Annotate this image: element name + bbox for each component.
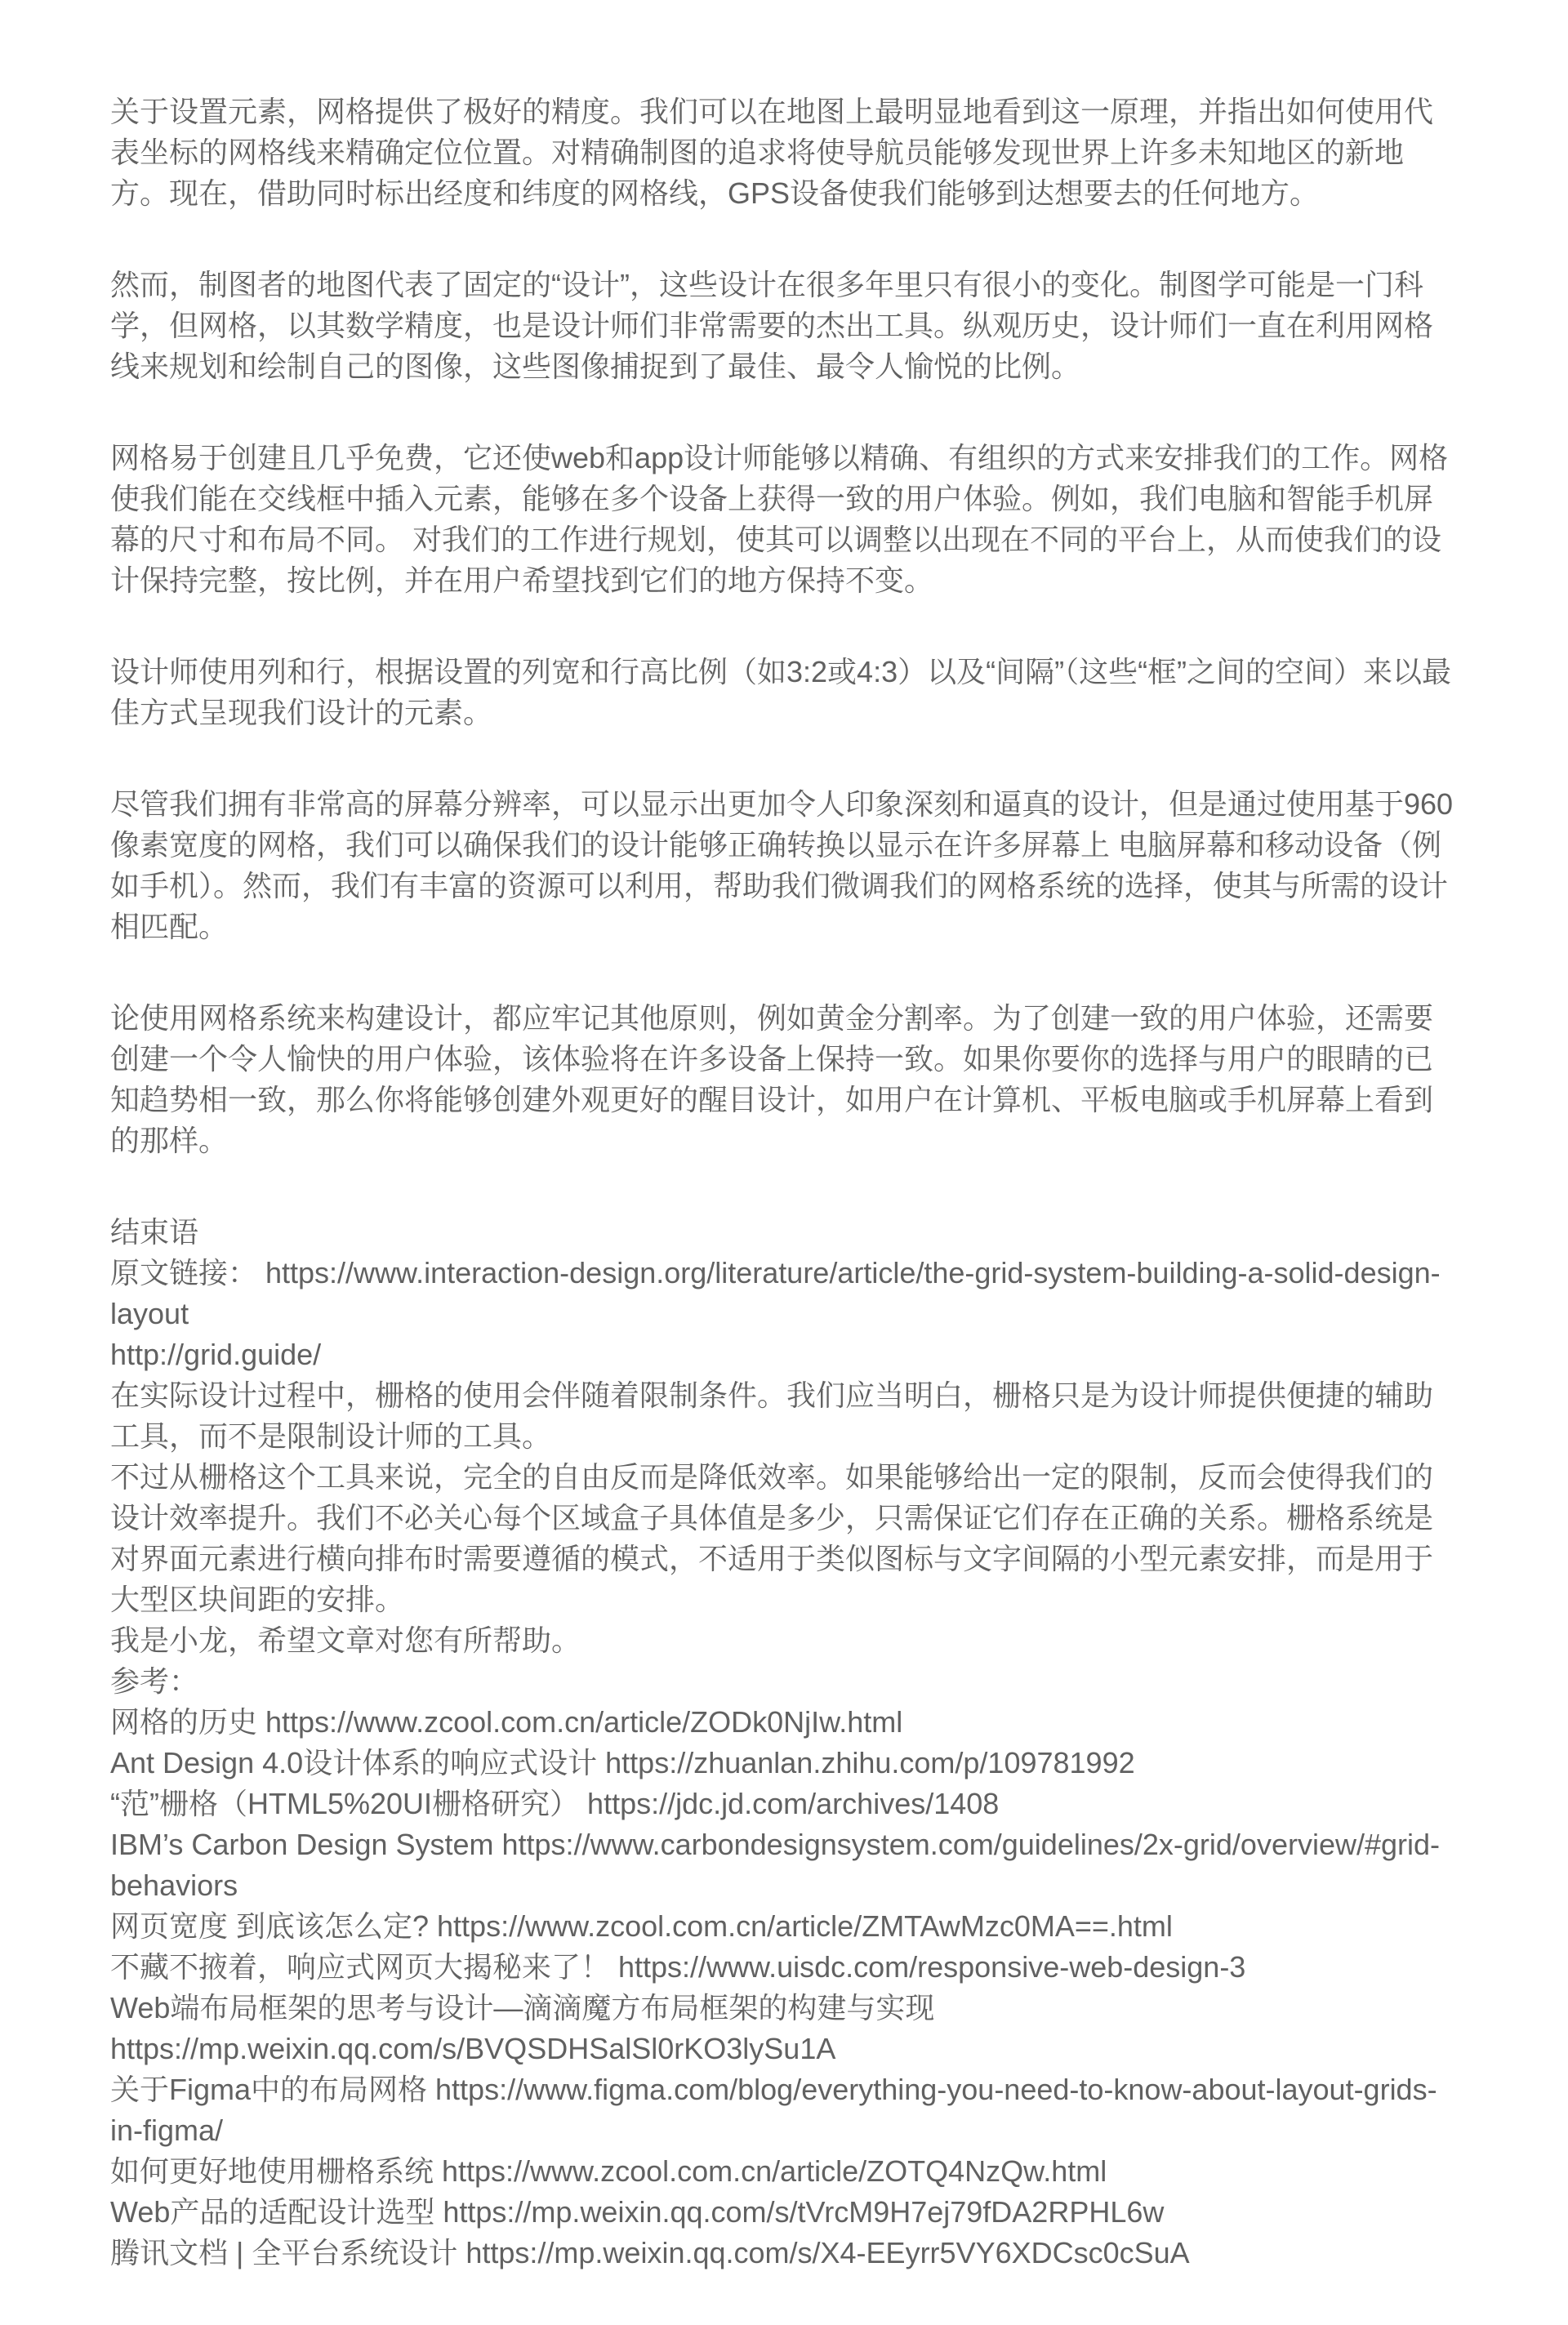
- closing-note-line-1: 在实际设计过程中，栅格的使用会伴随着限制条件。我们应当明白，栅格只是为设计师提供便捷的辅助工具，而不是限制设计师的工具。: [110, 1379, 1434, 1453]
- reference-item-2: Ant Design 4.0设计体系的响应式设计 https://zhuanlan.zhihu.com/p/109781992: [110, 1746, 1135, 1779]
- reference-item-8: 关于Figma中的布局网格 https://www.figma.com/blog/everything-you-need-to-know-about-layout-grids-in-figma/: [110, 2073, 1437, 2147]
- reference-item-10: Web产品的适配设计选型 https://mp.weixin.qq.com/s/tVrcM9H7ej79fDA2RPHL6w: [110, 2195, 1165, 2229]
- reference-item-1: 网格的历史 https://www.zcool.com.cn/article/ZODk0NjIw.html: [110, 1705, 903, 1739]
- reference-item-11: 腾讯文档 | 全平台系统设计 https://mp.weixin.qq.com/s/X4-EEyrr5VY6XDCsc0cSuA: [110, 2236, 1190, 2269]
- body-paragraph-2: 然而，制图者的地图代表了固定的“设计”，这些设计在很多年里只有很小的变化。制图学可能是一门科学，但网格，以其数学精度，也是设计师们非常需要的杰出工具。纵观历史，设计师们一直在利用网格线来规划和绘制自己的图像，这些图像捕捉到了最佳、最令人愉悦的比例。: [110, 268, 1434, 383]
- reference-item-6: 不藏不掖着，响应式网页大揭秘来了！ https://www.uisdc.com/responsive-web-design-3: [110, 1950, 1246, 1984]
- body-paragraph-5: 尽管我们拥有非常高的屏幕分辨率，可以显示出更加令人印象深刻和逼真的设计，但是通过使用基于960像素宽度的网格，我们可以确保我们的设计能够正确转换以显示在许多屏幕上 电脑屏幕和移动设备（例如手机）。然而，我们有丰富的资源可以利用，帮助我们微调我们的网格系统的选择，使其与所需的设计相匹配。: [110, 787, 1454, 943]
- reference-item-9: 如何更好地使用栅格系统 https://www.zcool.com.cn/article/ZOTQ4NzQw.html: [110, 2154, 1107, 2188]
- closing-note-line-2: 不过从栅格这个工具来说，完全的自由反而是降低效率。如果能够给出一定的限制，反而会使得我们的设计效率提升。我们不必关心每个区域盒子具体值是多少，只需保证它们存在正确的关系。栅格系统是对界面元素进行横向排布时需要遵循的模式，不适用于类似图标与文字间隔的小型元素安排，而是用于大型区块间距的安排。: [110, 1460, 1434, 1616]
- references-label: 参考：: [110, 1664, 199, 1698]
- reference-item-3: “范”栅格（HTML5%20UI栅格研究） https://jdc.jd.com/archives/1408: [110, 1787, 1000, 1820]
- body-paragraph-1: 关于设置元素，网格提供了极好的精度。我们可以在地图上最明显地看到这一原理，并指出如何使用代表坐标的网格线来精确定位位置。对精确制图的追求将使导航员能够发现世界上许多未知地区的新地方。现在，借助同时标出经度和纬度的网格线，GPS设备使我们能够到达想要去的任何地方。: [110, 95, 1434, 210]
- body-paragraph-4: 设计师使用列和行，根据设置的列宽和行高比例（如3:2或4:3）以及“间隔”（这些“框”之间的空间）来以最佳方式呈现我们设计的元素。: [110, 655, 1452, 729]
- reference-item-4: IBM’s Carbon Design System https://www.carbondesignsystem.com/guidelines/2x-grid/overview/#grid-behaviors: [110, 1828, 1441, 1902]
- reference-item-7: Web端布局框架的思考与设计—滴滴魔方布局框架的构建与实现https://mp.weixin.qq.com/s/BVQSDHSalSl0rKO3lySu1A: [110, 1991, 935, 2065]
- body-paragraph-3: 网格易于创建且几乎免费，它还使web和app设计师能够以精确、有组织的方式来安排我们的工作。网格使我们能在交线框中插入元素，能够在多个设备上获得一致的用户体验。例如，我们电脑和智能手机屏幕的尺寸和布局不同。 对我们的工作进行规划，使其可以调整以出现在不同的平台上，从而使我们的设计保持完整，按比例，并在用户希望找到它们的地方保持不变。: [110, 441, 1449, 597]
- closing-grid-guide-line: http://grid.guide/: [110, 1338, 322, 1371]
- closing-source-link-line: 原文链接： https://www.interaction-design.org/literature/article/the-grid-system-building-a-solid-design-layout: [110, 1256, 1441, 1330]
- closing-heading: 结束语: [110, 1215, 199, 1249]
- reference-item-5: 网页宽度 到底该怎么定? https://www.zcool.com.cn/article/ZMTAwMzc0MA==.html: [110, 1909, 1173, 1943]
- body-paragraph-6: 论使用网格系统来构建设计，都应牢记其他原则，例如黄金分割率。为了创建一致的用户体验，还需要创建一个令人愉快的用户体验，该体验将在许多设备上保持一致。如果你要你的选择与用户的眼睛的已知趋势相一致，那么你将能够创建外观更好的醒目设计，如用户在计算机、平板电脑或手机屏幕上看到的那样。: [110, 1001, 1434, 1157]
- closing-signoff-line: 我是小龙，希望文章对您有所帮助。: [110, 1623, 581, 1657]
